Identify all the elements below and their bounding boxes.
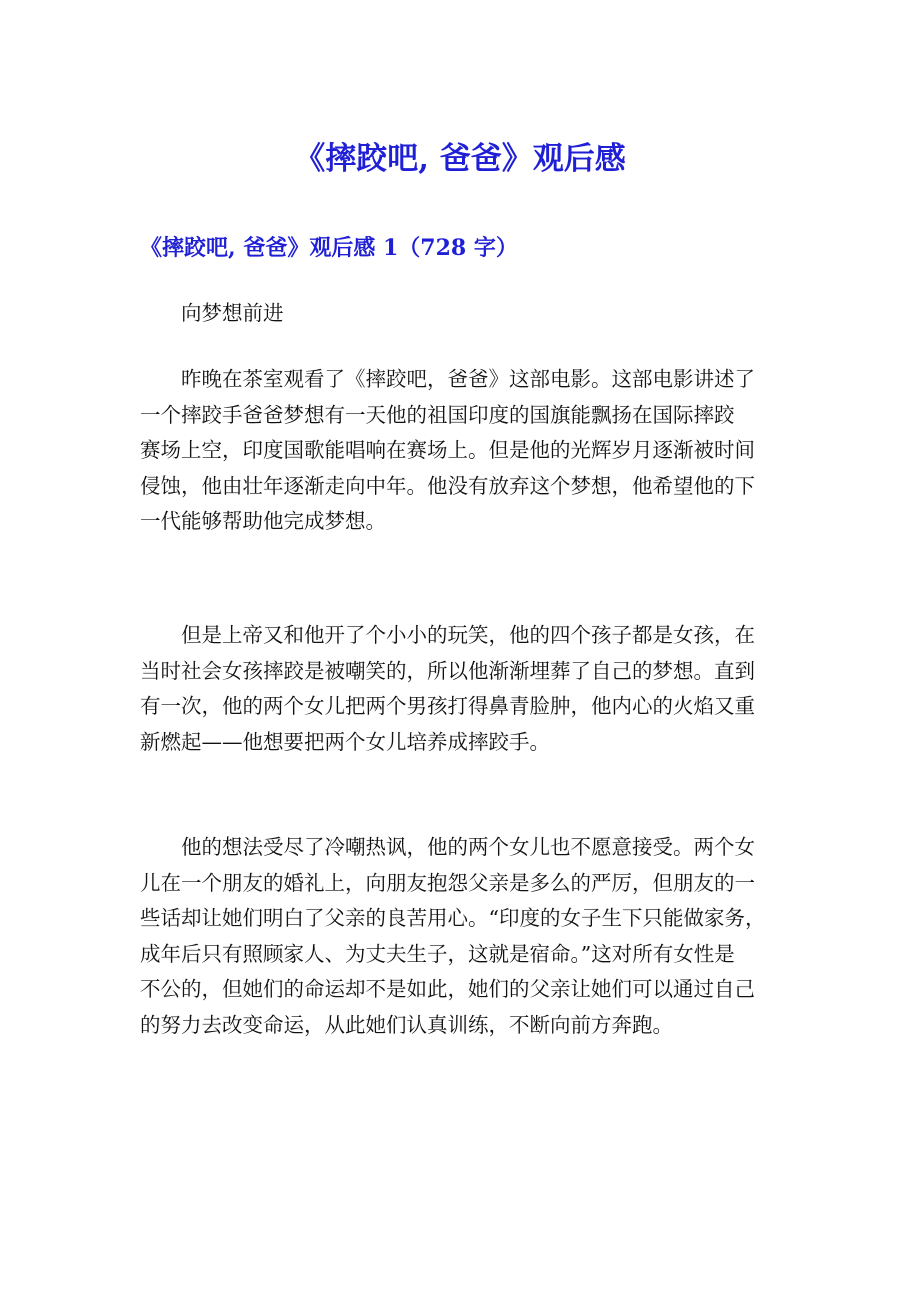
document-title: 《摔跤吧, 爸爸》观后感	[294, 141, 626, 177]
paragraph-line: 一个摔跤手爸爸梦想有一天他的祖国印度的国旗能飘扬在国际摔跤	[140, 402, 735, 427]
paragraph-line: 的努力去改变命运，从此她们认真训练，不断向前方奔跑。	[140, 1012, 673, 1037]
essay-subtitle	[140, 296, 786, 332]
paragraph-line: 他的想法受尽了冷嘲热讽，他的两个女儿也不愿意接受。两个女	[181, 835, 755, 859]
paragraph-line: 儿在一个朋友的婚礼上，向朋友抱怨父亲是多么的严厉，但朋友的一	[140, 870, 755, 895]
paragraph-line: 赛场上空，印度国歌能唱响在赛场上。但是他的光辉岁月逐渐被时间	[140, 438, 755, 463]
paragraph-3	[140, 830, 786, 1044]
paragraph-line: 不公的，但她们的命运却不是如此，她们的父亲让她们可以通过自己	[140, 977, 755, 1002]
paragraph-line: 但是上帝又和他开了个小小的玩笑，他的四个孩子都是女孩，在	[181, 623, 755, 647]
paragraph-line: 成年后只有照顾家人、为丈夫生子，这就是宿命。”这对所有女性是	[140, 941, 735, 966]
paragraph-line: 昨晚在茶室观看了《摔跤吧，爸爸》这部电影。这部电影讲述了	[181, 367, 755, 391]
paragraph-1	[140, 362, 786, 540]
paragraph-line: 侵蚀，他由壮年逐渐走向中年。他没有放弃这个梦想，他希望他的下	[140, 473, 755, 498]
paragraph-line: 些话却让她们明白了父亲的良苦用心。“印度的女子生下只能做家务，	[140, 906, 766, 931]
paragraph-line: 新燃起——他想要把两个女儿培养成摔跤手。	[140, 729, 550, 754]
paragraph-line: 一代能够帮助他完成梦想。	[140, 509, 386, 534]
section-heading: 《摔跤吧, 爸爸》观后感 1（728 字）	[140, 235, 518, 261]
essay-subtitle-text: 向梦想前进	[181, 301, 284, 325]
paragraph-line: 当时社会女孩摔跤是被嘲笑的，所以他渐渐埋葬了自己的梦想。直到	[140, 658, 755, 683]
paragraph-line: 有一次，他的两个女儿把两个男孩打得鼻青脸肿，他内心的火焰又重	[140, 694, 755, 719]
paragraph-2	[140, 618, 786, 760]
